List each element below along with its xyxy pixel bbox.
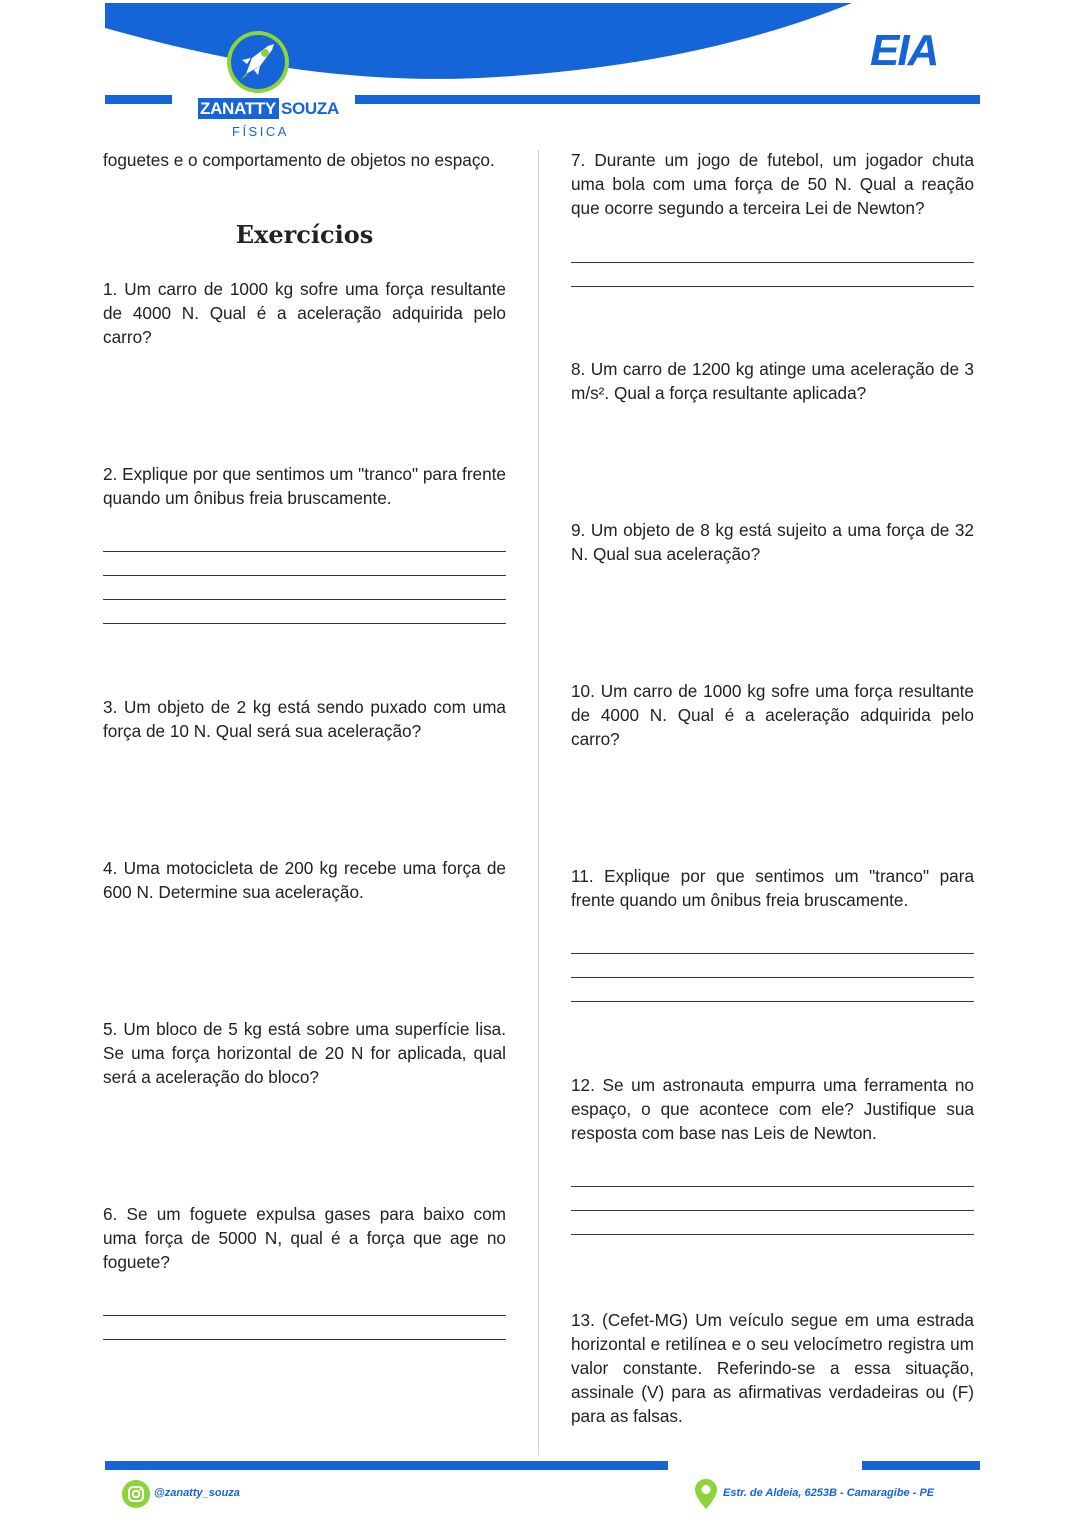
question-7: 7. Durante um jogo de futebol, um jogador chuta uma bola com uma força de 50 N. Qual a reação que ocorre segundo a terceira Lei de Newton? (571, 150, 974, 218)
instagram-icon[interactable] (122, 1480, 150, 1508)
answer-line (103, 551, 506, 552)
answer-line (571, 1234, 974, 1235)
column-divider (538, 150, 539, 1455)
answer-line (571, 286, 974, 287)
question-5: 5. Um bloco de 5 kg está sobre uma superfície lisa. Se uma força horizontal de 20 N for aplicada, qual será a aceleração do bloco? (103, 1019, 506, 1087)
question-10: 10. Um carro de 1000 kg sofre uma força resultante de 4000 N. Qual é a aceleração adquirida pelo carro? (571, 681, 974, 749)
answer-line (103, 623, 506, 624)
rocket-icon (224, 28, 292, 96)
footer-address: Estr. de Aldeia, 6253B - Camaragibe - PE (723, 1487, 935, 1499)
brand-subtitle: FÍSICA (232, 124, 289, 139)
answer-line (571, 262, 974, 263)
section-title: Exercícios (235, 220, 374, 249)
answer-line (103, 575, 506, 576)
question-6: 6. Se um foguete expulsa gases para baixo com uma força de 5000 N, qual é a força que age no foguete? (103, 1204, 506, 1272)
brand-name (198, 98, 339, 120)
answer-line (103, 1315, 506, 1316)
location-pin-icon (694, 1478, 718, 1510)
question-4: 4. Uma motocicleta de 200 kg recebe uma força de 600 N. Determine sua aceleração. (103, 858, 506, 902)
answer-line (571, 1186, 974, 1187)
question-11: 11. Explique por que sentimos um "tranco" para frente quando um ônibus freia bruscamente. (571, 866, 974, 910)
answer-line (571, 953, 974, 954)
brand-name-part2: SOUZA (280, 99, 339, 118)
question-3: 3. Um objeto de 2 kg está sendo puxado com uma força de 10 N. Qual será sua aceleração? (103, 697, 506, 741)
answer-line (103, 599, 506, 600)
question-12: 12. Se um astronauta empurra uma ferramenta no espaço, o que acontece com ele? Justifique sua resposta com base nas Leis de Newton. (571, 1075, 974, 1143)
question-8: 8. Um carro de 1200 kg atinge uma aceleração de 3 m/s². Qual a força resultante aplicada? (571, 359, 974, 403)
brand-name-part1: ZANATTY (198, 98, 279, 119)
answer-line (571, 977, 974, 978)
instagram-handle[interactable]: @zanatty_souza (154, 1487, 240, 1499)
intro-text: foguetes e o comportamento de objetos no espaço. (103, 150, 495, 170)
answer-line (571, 1001, 974, 1002)
question-1: 1. Um carro de 1000 kg sofre uma força resultante de 4000 N. Qual é a aceleração adquirida pelo carro? (103, 279, 506, 347)
footer-bar-right (862, 1461, 980, 1470)
answer-line (103, 1339, 506, 1340)
question-2: 2. Explique por que sentimos um "tranco" para frente quando um ônibus freia bruscamente. (103, 464, 506, 508)
question-9: 9. Um objeto de 8 kg está sujeito a uma força de 32 N. Qual sua aceleração? (571, 520, 974, 564)
question-13: 13. (Cefet-MG) Um veículo segue em uma estrada horizontal e retilínea e o seu velocímetro registra um valor constante. Referindo-se a essa situação, assinale (V) para as afirmativas verdadeiras ou (F) para as falsas. (571, 1310, 974, 1426)
footer-bar-left (105, 1461, 668, 1470)
answer-line (571, 1210, 974, 1211)
eia-logo: EIA (870, 26, 938, 75)
